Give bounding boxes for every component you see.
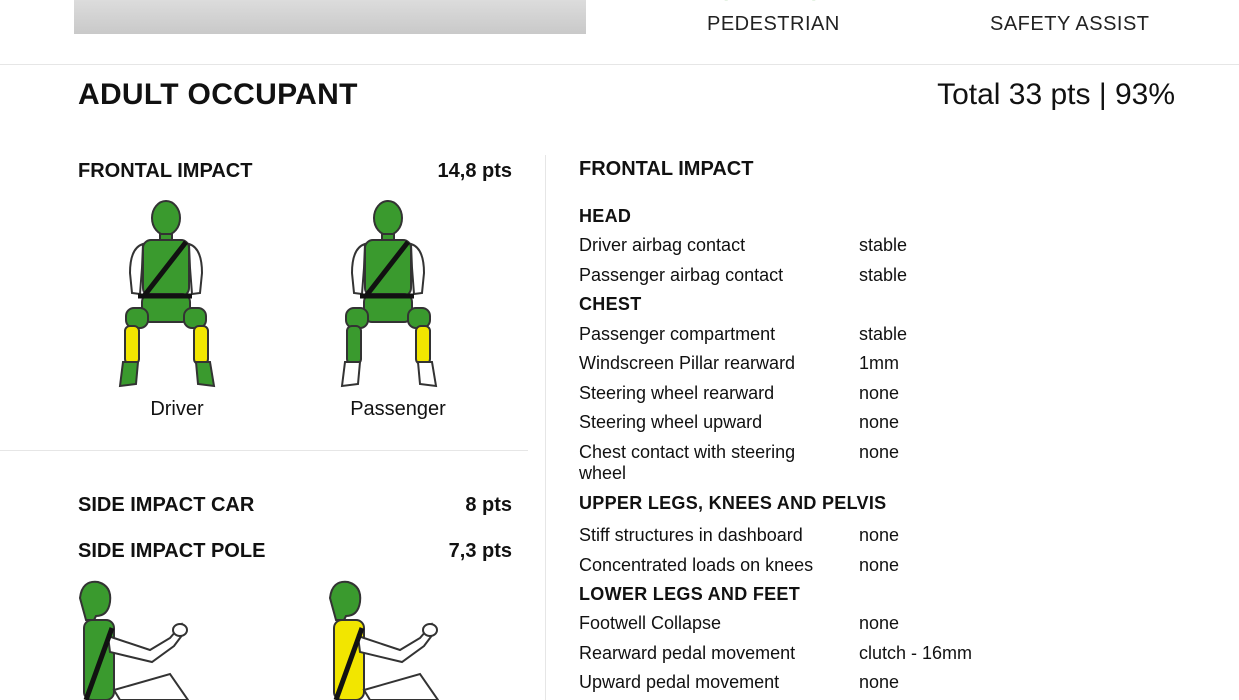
detail-value: none [859, 525, 900, 545]
detail-label: Chest contact with steering wheel [579, 442, 796, 483]
detail-value: none [859, 613, 900, 633]
driver-dummy-figure [110, 198, 222, 394]
detail-label: Rearward pedal movement [579, 643, 796, 663]
detail-value: clutch - 16mm [859, 643, 973, 663]
detail-label: Passenger airbag contact [579, 265, 784, 285]
detail-value: 1mm [859, 353, 899, 373]
detail-label: Steering wheel upward [579, 412, 763, 432]
tab-safety-assist[interactable]: SAFETY ASSIST [990, 13, 1150, 35]
frontal-impact-heading: FRONTAL IMPACT [78, 160, 253, 182]
detail-label: Windscreen Pillar rearward [579, 353, 796, 373]
detail-value: none [859, 442, 900, 462]
driver-caption: Driver [150, 398, 204, 420]
side-impact-car-dummy-figure [70, 578, 210, 700]
detail-label: Concentrated loads on knees [579, 555, 814, 575]
tab-pedestrian[interactable]: PEDESTRIAN [707, 13, 840, 35]
detail-value: stable [859, 324, 908, 344]
side-impact-pole-heading: SIDE IMPACT POLE [78, 540, 266, 562]
detail-value: stable [859, 265, 908, 285]
group-heading-upper-legs: UPPER LEGS, KNEES AND PELVIS [579, 493, 887, 513]
detail-value: none [859, 555, 900, 575]
frontal-impact-points: 14,8 pts [437, 160, 512, 182]
details-title: FRONTAL IMPACT [579, 158, 754, 180]
side-impact-pole-dummy-figure [320, 578, 460, 700]
detail-value: none [859, 672, 900, 692]
side-impact-car-heading: SIDE IMPACT CAR [78, 494, 255, 516]
group-heading-chest: CHEST [579, 294, 642, 314]
vehicle-photo [74, 0, 586, 34]
column-divider [545, 155, 546, 700]
passenger-caption: Passenger [350, 398, 446, 420]
side-impact-pole-points: 7,3 pts [448, 540, 512, 562]
passenger-dummy-figure [332, 198, 444, 394]
group-heading-lower-legs: LOWER LEGS AND FEET [579, 584, 801, 604]
detail-label: Footwell Collapse [579, 613, 722, 633]
left-section-divider [0, 450, 528, 451]
side-impact-car-points: 8 pts [465, 494, 512, 516]
detail-value: none [859, 412, 900, 432]
detail-label: Passenger compartment [579, 324, 776, 344]
header-divider [0, 64, 1239, 65]
detail-value: none [859, 383, 900, 403]
pedestrian-rating-arc [700, 0, 840, 4]
detail-label: Driver airbag contact [579, 235, 746, 255]
detail-value: stable [859, 235, 908, 255]
detail-label: Upward pedal movement [579, 672, 780, 692]
detail-label: Stiff structures in dashboard [579, 525, 803, 545]
group-heading-head: HEAD [579, 206, 632, 226]
section-total-score: Total 33 pts | 93% [937, 78, 1175, 111]
section-title: ADULT OCCUPANT [78, 78, 358, 111]
detail-label: Steering wheel rearward [579, 383, 775, 403]
